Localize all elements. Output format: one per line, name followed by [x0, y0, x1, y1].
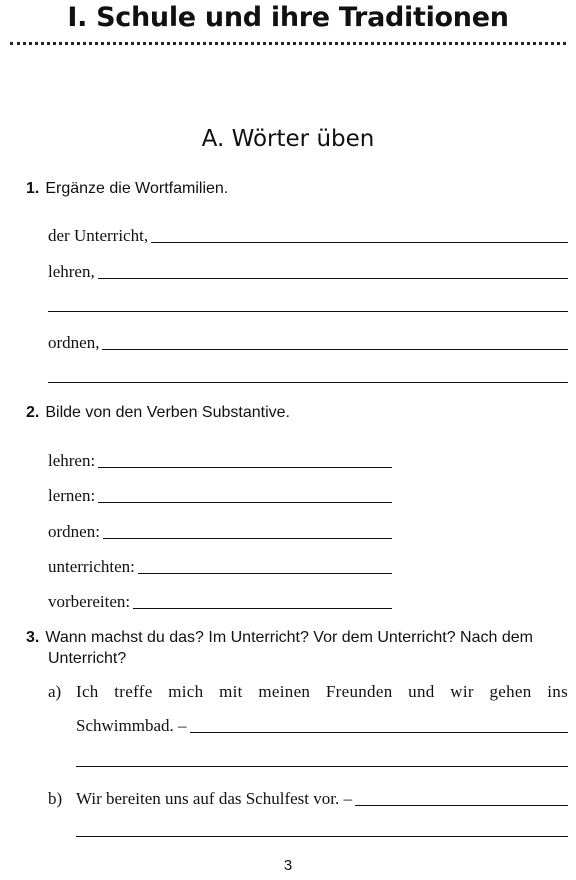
task-2-heading: [26, 404, 290, 422]
answer-line[interactable]: [102, 349, 568, 350]
answer-line[interactable]: [98, 467, 392, 468]
row-label: lehren:: [48, 451, 96, 470]
answer-line[interactable]: [355, 805, 568, 806]
page-title: I. Schule und ihre Traditionen: [67, 2, 509, 33]
fill-row-lehren: [48, 260, 568, 282]
row-label: Schwimmbad. –: [76, 716, 187, 735]
answer-line[interactable]: [138, 573, 392, 574]
answer-line[interactable]: [98, 278, 568, 279]
task-number: 3.: [26, 629, 40, 646]
answer-line[interactable]: [98, 502, 392, 503]
section-title: A. Wörter üben: [201, 126, 375, 152]
fill-row-unterricht: [48, 224, 568, 246]
task-number: 2.: [26, 404, 40, 421]
task-number: 1.: [26, 180, 40, 197]
row-label: unterrichten:: [48, 557, 135, 576]
task-instruction: Bilde von den Verben Substantive.: [45, 404, 290, 421]
fill-row-item-a: [76, 714, 568, 736]
answer-line[interactable]: [133, 608, 392, 609]
answer-line[interactable]: [48, 311, 568, 312]
row-label: vorbereiten:: [48, 592, 131, 611]
row-label: lernen:: [48, 486, 96, 505]
fill-row-unterrichten-noun: [48, 555, 392, 577]
task-instruction: Wann machst du das? Im Unterricht? Vor dem Unterricht? Nach dem: [45, 629, 533, 646]
row-label: ordnen,: [48, 333, 100, 352]
row-label: lehren,: [48, 262, 95, 281]
row-label: Wir bereiten uns auf das Schulfest vor. –: [76, 789, 352, 808]
answer-line[interactable]: [76, 836, 568, 837]
fill-row-lehren-noun: [48, 449, 392, 471]
row-label: der Unterricht,: [48, 226, 149, 245]
task-1-heading: [26, 180, 228, 198]
fill-row-lernen-noun: [48, 484, 392, 506]
fill-row-ordnen-noun: [48, 520, 392, 542]
task-3-heading-cont: Unterricht?: [48, 650, 127, 667]
answer-line[interactable]: [103, 538, 392, 539]
task-instruction: Ergänze die Wortfamilien.: [45, 180, 229, 197]
item-a-sentence: Ich treffe mich mit meinen Freunden und wir gehen ins: [76, 682, 568, 701]
task-3-heading: [26, 628, 533, 648]
fill-row-ordnen: [48, 331, 568, 353]
dotted-divider: [10, 42, 566, 45]
fill-row-vorbereiten-noun: [48, 590, 392, 612]
item-b-marker: b): [48, 789, 63, 808]
answer-line[interactable]: [151, 242, 568, 243]
answer-line[interactable]: [48, 382, 568, 383]
page-number: 3: [283, 857, 293, 874]
item-a-marker: a): [48, 682, 62, 701]
answer-line[interactable]: [190, 732, 569, 733]
answer-line[interactable]: [76, 766, 568, 767]
row-label: ordnen:: [48, 522, 100, 541]
fill-row-item-b: [76, 787, 568, 809]
